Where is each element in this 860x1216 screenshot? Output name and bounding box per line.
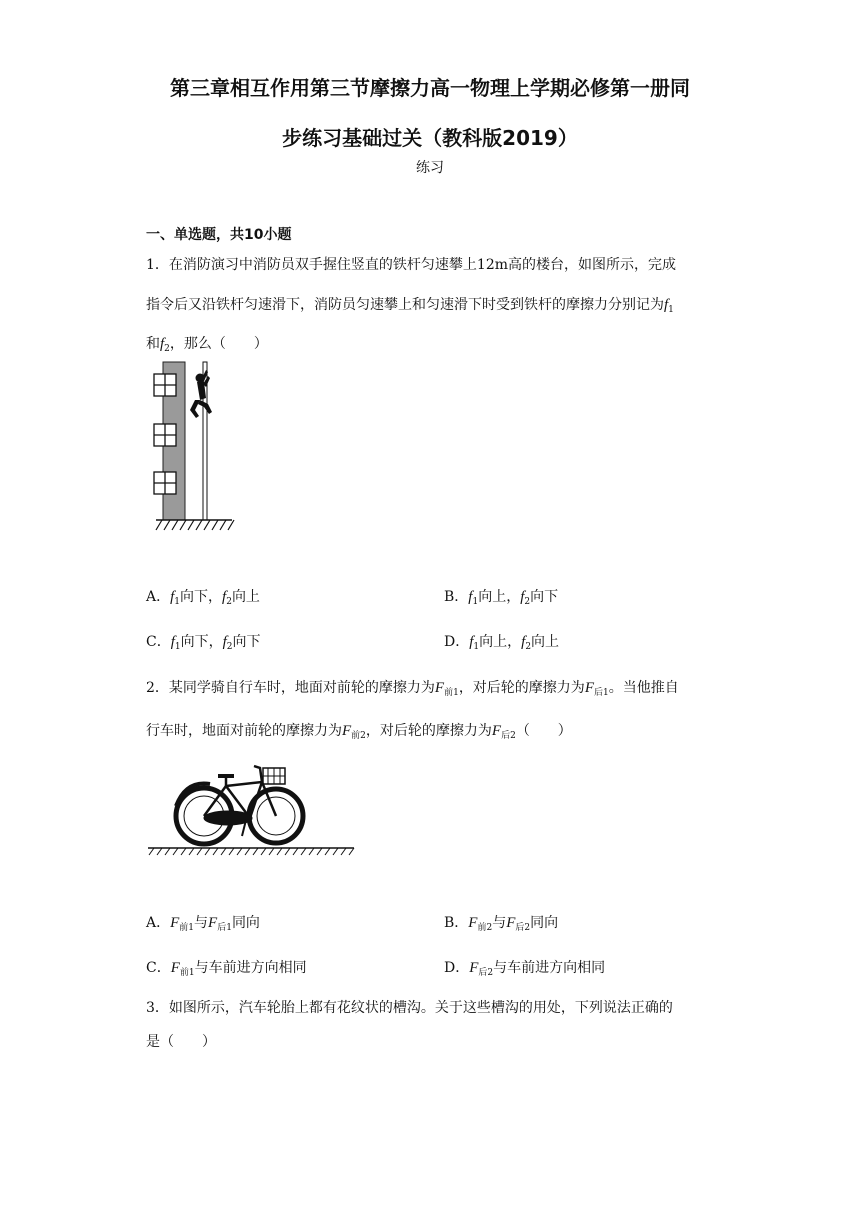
- option-var: F: [208, 915, 218, 931]
- page-title-line-1: 第三章相互作用第三节摩擦力高一物理上学期必修第一册同: [170, 76, 690, 100]
- option-label: A．: [146, 915, 171, 931]
- firefighter-pole-figure: [148, 360, 238, 538]
- option-var: F: [469, 960, 479, 976]
- q2-var: F: [434, 680, 445, 696]
- q1-option-a[interactable]: [146, 586, 260, 607]
- option-text: 同向: [231, 915, 260, 931]
- q3-text-line-2: 是（ ）: [146, 1034, 216, 1050]
- window-icon: [154, 472, 176, 494]
- option-text: 与车前进方向相同: [194, 960, 307, 976]
- option-sub: 前1: [179, 968, 195, 978]
- option-text: 向上: [531, 634, 560, 650]
- q2-sub: 后2: [501, 731, 516, 741]
- option-label: C．: [146, 960, 171, 976]
- q1-var-sub: 2: [164, 344, 170, 354]
- option-sub: 1: [174, 597, 181, 607]
- option-sub: 1: [473, 642, 480, 652]
- option-label: D．: [444, 634, 470, 650]
- option-text: 向上，: [478, 589, 521, 605]
- option-sub: 后1: [217, 923, 232, 933]
- option-var: f: [170, 589, 175, 605]
- option-text: 与: [194, 915, 209, 931]
- q1-option-d[interactable]: [444, 631, 559, 652]
- q2-text: ，对后轮的摩擦力为: [365, 723, 492, 739]
- q2-var: F: [491, 723, 502, 739]
- ground-hatching: [156, 520, 234, 530]
- q2-text: 2．某同学骑自行车时，地面对前轮的摩擦力为: [146, 680, 435, 696]
- q2-sub: 后1: [593, 688, 609, 698]
- option-sub: 1: [174, 642, 181, 652]
- option-text: 向上，: [479, 634, 522, 650]
- option-text: 同向: [530, 915, 559, 931]
- climber-icon: [190, 370, 212, 418]
- option-var: f: [520, 589, 525, 605]
- ground-hatching: [149, 848, 354, 855]
- option-label: A．: [146, 589, 171, 605]
- option-sub: 前1: [179, 923, 195, 933]
- option-text: 向下，: [180, 589, 223, 605]
- q1-text-line-2: [146, 294, 674, 315]
- bicycle-icon: [176, 766, 303, 844]
- option-var: F: [170, 915, 180, 931]
- option-sub: 前2: [477, 923, 493, 933]
- option-text: 向下: [232, 634, 261, 650]
- bicycle-figure: [146, 758, 358, 858]
- option-var: F: [506, 915, 516, 931]
- q2-option-a[interactable]: [146, 912, 260, 933]
- q1-option-c[interactable]: [146, 631, 261, 652]
- q2-option-b[interactable]: [444, 912, 558, 933]
- option-sub: 2: [226, 642, 233, 652]
- q2-var: F: [584, 680, 594, 696]
- q1-line3-post: ，那么（ ）: [169, 336, 268, 352]
- option-var: f: [469, 634, 474, 650]
- q2-text: （ ）: [515, 723, 572, 739]
- option-label: B．: [444, 589, 469, 605]
- page-subtitle: 练习: [416, 160, 444, 176]
- q2-text: 行车时，地面对前轮的摩擦力为: [146, 723, 342, 739]
- q2-sub: 前1: [444, 688, 459, 698]
- q1-text-line-3: [146, 333, 268, 354]
- option-label: B．: [444, 915, 469, 931]
- option-sub: 后2: [515, 923, 531, 933]
- option-var: F: [468, 915, 478, 931]
- option-sub: 1: [472, 597, 479, 607]
- window-icon: [154, 374, 176, 396]
- option-var: f: [521, 634, 526, 650]
- q1-text-line-2-body: 指令后又沿铁杆匀速滑下，消防员匀速攀上和匀速滑下时受到铁杆的摩擦力分别记为: [146, 297, 664, 313]
- option-text: 向上: [231, 589, 260, 605]
- q1-line3-pre: 和: [146, 336, 160, 352]
- option-sub: 2: [524, 597, 531, 607]
- q2-option-d[interactable]: [444, 957, 605, 978]
- q1-option-b[interactable]: [444, 586, 558, 607]
- option-text: 向下，: [180, 634, 223, 650]
- q1-var-sub: 1: [668, 305, 674, 315]
- q1-text-line-1: 1．在消防演习中消防员双手握住竖直的铁杆匀速攀上12m高的楼台，如图所示，完成: [146, 257, 676, 273]
- option-text: 向下: [530, 589, 559, 605]
- option-text: 与车前进方向相同: [493, 960, 606, 976]
- option-var: f: [222, 589, 227, 605]
- q2-text: ，对后轮的摩擦力为: [458, 680, 585, 696]
- q2-text-line-1: [146, 677, 679, 698]
- option-var: f: [170, 634, 175, 650]
- q2-text-line-2: [146, 720, 572, 741]
- window-icon: [154, 424, 176, 446]
- q1-var-f: f: [664, 297, 669, 313]
- option-text: 与: [492, 915, 507, 931]
- q1-var-f: f: [160, 336, 165, 352]
- option-var: f: [468, 589, 473, 605]
- option-label: C．: [146, 634, 171, 650]
- section-heading: 一、单选题，共10小题: [146, 227, 292, 243]
- option-var: F: [170, 960, 180, 976]
- option-sub: 后2: [478, 968, 494, 978]
- option-var: f: [222, 634, 227, 650]
- q2-var: F: [342, 723, 352, 739]
- q2-sub: 前2: [351, 731, 366, 741]
- option-label: D．: [444, 960, 470, 976]
- q3-text-line-1: 3．如图所示，汽车轮胎上都有花纹状的槽沟。关于这些槽沟的用处，下列说法正确的: [146, 1000, 673, 1016]
- q2-option-c[interactable]: [146, 957, 307, 978]
- option-sub: 2: [226, 597, 232, 607]
- option-sub: 2: [525, 642, 532, 652]
- page-title-line-2: 步练习基础过关（教科版2019）: [282, 126, 578, 150]
- q2-text: 。当他推自: [608, 680, 679, 696]
